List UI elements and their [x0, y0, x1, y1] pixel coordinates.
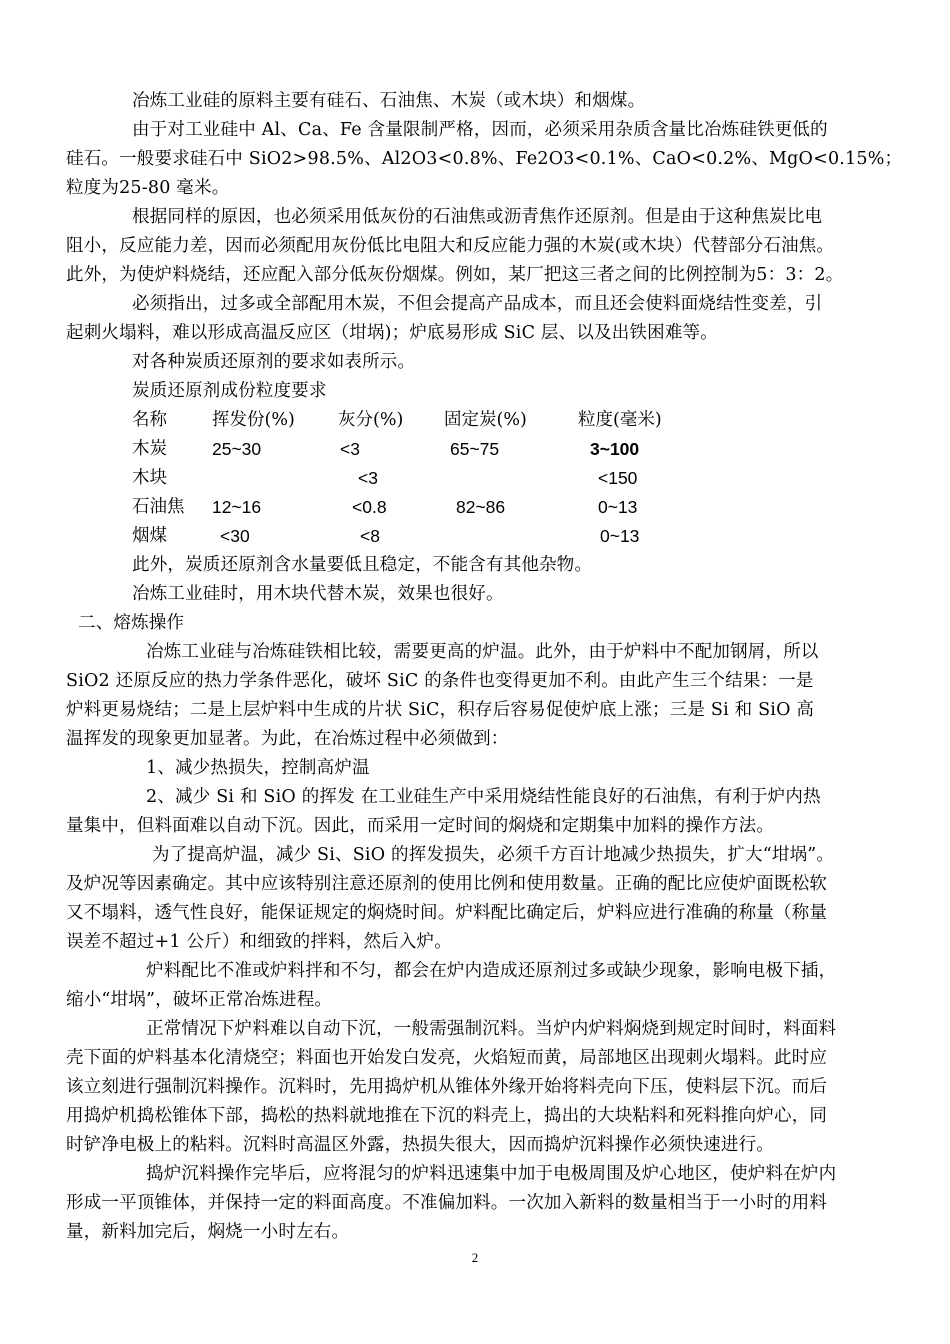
- table-cell: 烟煤: [132, 526, 167, 546]
- section-title: 二、熔炼操作: [78, 613, 185, 633]
- table-cell: 25~30: [212, 439, 262, 459]
- table-header-cell: 挥发份(%): [212, 410, 295, 430]
- list-item: 2、减少 Si 和 SiO 的挥发 在工业硅生产中采用烧结性能良好的石油焦，有利于炉内热: [146, 787, 821, 807]
- table-header-cell: 固定炭(%): [444, 410, 527, 430]
- paragraph-line: 温挥发的现象更加显著。为此，在冶炼过程中必须做到：: [66, 729, 509, 749]
- paragraph-line: 冶炼工业硅与冶炼硅铁相比较，需要更高的炉温。此外，由于炉料中不配加钢屑，所以: [146, 642, 819, 662]
- paragraph-line: 粒度为25-80 毫米。: [66, 178, 230, 198]
- paragraph-line: SiO2 还原反应的热力学条件恶化，破坏 SiC 的条件也变得更加不利。由此产生三个结果：一是: [66, 671, 814, 691]
- table-cell: 82~86: [456, 497, 506, 517]
- paragraph-line: 形成一平顶锥体，并保持一定的料面高度。不准偏加料。一次加入新料的数量相当于一小时的用料: [66, 1193, 828, 1213]
- paragraph-line: 时铲净电极上的粘料。沉料时高温区外露，热损失很大，因而捣炉沉料操作必须快速进行。: [66, 1135, 774, 1155]
- paragraph-line: 炉料更易烧结；二是上层炉料中生成的片状 SiC，积存后容易促使炉底上涨；三是 Si 和 SiO 高: [66, 700, 815, 720]
- paragraph-line: 量，新料加完后，焖烧一小时左右。: [66, 1222, 350, 1242]
- table-cell: <3: [340, 439, 360, 459]
- table-cell: 木炭: [132, 439, 167, 459]
- table-caption: 炭质还原剂成份粒度要求: [132, 381, 327, 401]
- table-cell: <3: [358, 468, 378, 488]
- paragraph-line: 此外，为使炉料烧结，还应配入部分低灰份烟煤。例如，某厂把这三者之间的比例控制为5：3：2。: [66, 265, 844, 285]
- table-cell: 0~13: [600, 526, 640, 546]
- paragraph-line: 必须指出，过多或全部配用木炭，不但会提高产品成本，而且还会使料面烧结性变差，引: [132, 294, 823, 314]
- table-header-cell: 灰分(%): [338, 410, 404, 430]
- table-header-cell: 粒度(毫米): [578, 410, 662, 430]
- page-number: 2: [471, 1250, 479, 1265]
- paragraph-line: 该立刻进行强制沉料操作。沉料时，先用捣炉机从锥体外缘开始将料壳向下压，使料层下沉。而后: [66, 1077, 828, 1097]
- paragraph-line: 硅石。一般要求硅石中 SiO2>98.5%、Al2O3<0.8%、Fe2O3<0.1%、CaO<0.2%、MgO<0.15%；: [66, 149, 903, 169]
- paragraph-line: 壳下面的炉料基本化清烧空；料面也开始发白发亮，火焰短而黄，局部地区出现刺火塌料。此时应: [66, 1048, 828, 1068]
- paragraph-line: 缩小“坩埚”，破坏正常冶炼进程。: [66, 990, 333, 1010]
- paragraph-line: 由于对工业硅中 Al、Ca、Fe 含量限制严格，因而，必须采用杂质含量比冶炼硅铁更低的: [132, 120, 828, 140]
- paragraph-line: 冶炼工业硅的原料主要有硅石、石油焦、木炭（或木块）和烟煤。: [132, 91, 646, 111]
- paragraph-line: 用捣炉机捣松锥体下部，捣松的热料就地推在下沉的料壳上，捣出的大块粘料和死料推向炉心，同: [66, 1106, 828, 1126]
- table-cell: 石油焦: [132, 497, 185, 517]
- paragraph-line: 量集中，但料面难以自动下沉。因此，而采用一定时间的焖烧和定期集中加料的操作方法。: [66, 816, 774, 836]
- paragraph-line: 为了提高炉温，减少 Si、SiO 的挥发损失，必须千方百计地减少热损失，扩大“坩埚”。: [152, 845, 835, 865]
- table-cell: 12~16: [212, 497, 262, 517]
- paragraph-line: 正常情况下炉料难以自动下沉，一般需强制沉料。当炉内炉料焖烧到规定时间时，料面料: [146, 1019, 837, 1039]
- paragraph-line: 阻小，反应能力差，因而必须配用灰份低比电阻大和反应能力强的木炭(或木块）代替部分石油焦。: [66, 236, 835, 256]
- paragraph-line: 根据同样的原因，也必须采用低灰份的石油焦或沥青焦作还原剂。但是由于这种焦炭比电: [132, 207, 823, 227]
- paragraph-line: 及炉况等因素确定。其中应该特别注意还原剂的使用比例和使用数量。正确的配比应使炉面既松软: [66, 874, 828, 894]
- paragraph-line: 起刺火塌料，难以形成高温反应区（坩埚)；炉底易形成 SiC 层、以及出铁困难等。: [66, 323, 718, 343]
- paragraph-line: 捣炉沉料操作完毕后，应将混匀的炉料迅速集中加于电极周围及炉心地区，使炉料在炉内: [146, 1164, 837, 1184]
- paragraph-line: 对各种炭质还原剂的要求如表所示。: [132, 352, 416, 372]
- table-cell: <150: [598, 468, 638, 488]
- table-cell: <8: [360, 526, 380, 546]
- table-cell: <0.8: [352, 497, 387, 517]
- table-cell: 65~75: [450, 439, 500, 459]
- table-cell: <30: [220, 526, 250, 546]
- paragraph-line: 误差不超过+1 公斤）和细致的拌料，然后入炉。: [66, 932, 452, 952]
- paragraph-line: 此外，炭质还原剂含水量要低且稳定，不能含有其他杂物。: [132, 555, 593, 575]
- table-cell: 3~100: [590, 439, 640, 459]
- paragraph-line: 又不塌料，透气性良好，能保证规定的焖烧时间。炉料配比确定后，炉料应进行准确的称量（称量: [66, 903, 828, 923]
- table-header-cell: 名称: [132, 410, 167, 430]
- table-cell: 木块: [132, 468, 167, 488]
- table-cell: 0~13: [598, 497, 638, 517]
- list-item: 1、减少热损失，控制高炉温: [146, 758, 370, 778]
- paragraph-line: 炉料配比不准或炉料拌和不匀，都会在炉内造成还原剂过多或缺少现象，影响电极下插，: [146, 961, 837, 981]
- paragraph-line: 冶炼工业硅时，用木块代替木炭，效果也很好。: [132, 584, 504, 604]
